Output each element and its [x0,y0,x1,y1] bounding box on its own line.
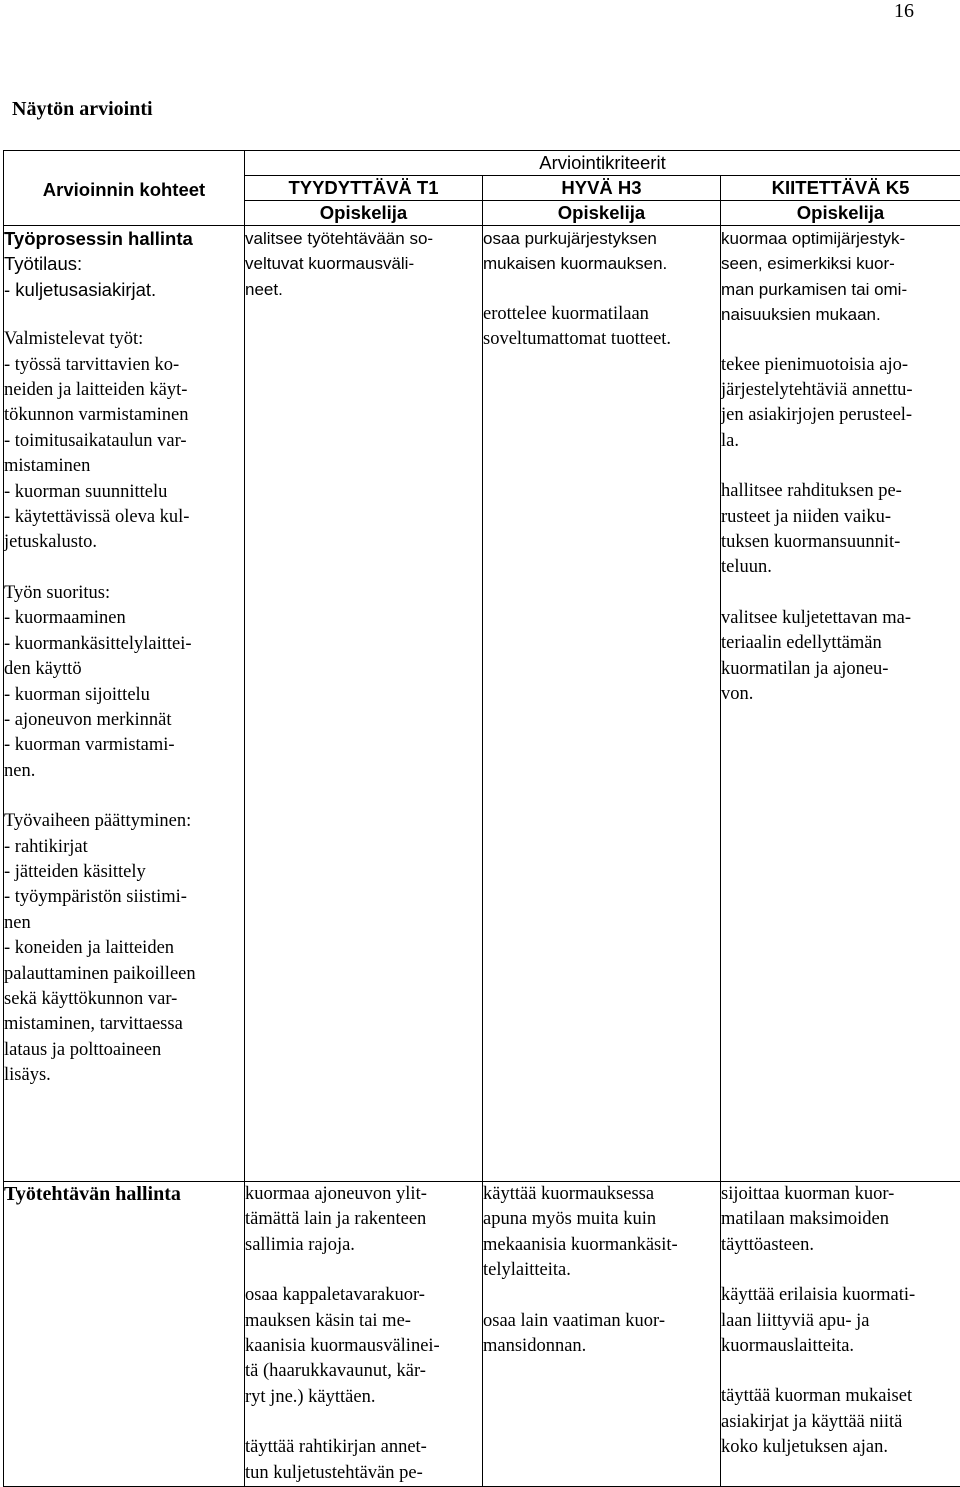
subheader-h3: Opiskelija [483,201,721,226]
level-header-t1: TYYDYTTÄVÄ T1 [245,176,483,201]
k5-criterion: käyttää erilaisia kuormati- laan liittyviä apu- ja kuormauslaitteita. [721,1283,960,1359]
k5-criterion: sijoittaa kuorman kuor- matilaan maksimoiden täyttöasteen. [721,1182,960,1258]
target-block-preparation: Valmistelevat työt: - työssä tarvittavien ko- neiden ja laitteiden käyt- tökunnon varmistaminen - toimitusaikataulun var- mistaminen - kuorman suunnittelu - käytettävissä oleva kul- jetuskalusto. [4,327,244,556]
target-title-task-management: Työtehtävän hallinta [4,1182,244,1207]
level-header-h3: HYVÄ H3 [483,176,721,201]
h3-cell-task-management [483,1182,721,1487]
assessment-criteria-table [3,150,960,1487]
target-block-execution: Työn suoritus: - kuormaaminen - kuormankäsittelylaittei- den käyttö - kuorman sijoittelu - ajoneuvon merkinnät - kuorman varmistami- nen. [4,581,244,784]
level-header-k5: KIITETTÄVÄ K5 [721,176,960,201]
t1-criterion: valitsee työtehtävään so- veltuvat kuormausväli- neet. [245,226,482,302]
target-cell-work-process [4,226,245,1182]
target-block-work-order: Työtilaus: - kuljetusasiakirjat. [4,251,244,302]
k5-criterion: täyttää kuorman mukaiset asiakirjat ja käyttää niitä koko kuljetuksen ajan. [721,1384,960,1460]
k5-criterion: valitsee kuljetettavan ma- teriaalin edellyttämän kuormatilan ja ajoneu- von. [721,606,960,708]
t1-cell-work-process [245,226,483,1182]
target-block-completion: Työvaiheen päättyminen: - rahtikirjat - jätteiden käsittely - työympäristön siistimi- nen - koneiden ja laitteiden palauttaminen paikoilleen sekä käyttökunnon var- mistaminen, tarvittaessa lataus ja polttoaineen lisäys. [4,809,244,1088]
page-number: 16 [894,0,914,23]
target-title-work-process: Työprosessin hallinta [4,226,244,251]
t1-cell-task-management [245,1182,483,1487]
t1-criterion: täyttää rahtikirjan annet- tun kuljetustehtävän pe- [245,1435,482,1486]
h3-criterion: käyttää kuormauksessa apuna myös muita kuin mekaanisia kuormankäsit- telylaitteita. [483,1182,720,1284]
k5-criterion: kuormaa optimijärjestyk- seen, esimerkiksi kuor- man purkamisen tai omi- naisuuksien mukaan. [721,226,960,328]
k5-cell-task-management [721,1182,960,1487]
subheader-k5: Opiskelija [721,201,960,226]
h3-cell-work-process [483,226,721,1182]
section-title: Näytön arviointi [12,98,153,121]
h3-criterion: osaa purkujärjestyksen mukaisen kuormauksen. [483,226,720,277]
k5-criterion: hallitsee rahdituksen pe- rusteet ja niiden vaiku- tuksen kuormansuunnit- teluun. [721,479,960,581]
k5-criterion: tekee pienimuotoisia ajo- järjestelytehtäviä annettu- jen asiakirjojen perusteel- la. [721,353,960,455]
k5-cell-work-process [721,226,960,1182]
criteria-header: Arviointikriteerit [245,151,960,176]
h3-criterion: erottelee kuormatilaan soveltumattomat tuotteet. [483,302,720,353]
target-cell-task-management [4,1182,245,1487]
subheader-t1: Opiskelija [245,201,483,226]
target-column-header-cell [4,151,245,226]
h3-criterion: osaa lain vaatiman kuor- mansidonnan. [483,1309,720,1360]
t1-criterion: osaa kappaletavarakuor- mauksen käsin tai me- kaanisia kuormausvälinei- tä (haarukkavaunut, kär- ryt jne.) käyttäen. [245,1283,482,1410]
target-column-header: Arvioinnin kohteet [43,179,205,200]
t1-criterion: kuormaa ajoneuvon ylit- tämättä lain ja rakenteen sallimia rajoja. [245,1182,482,1258]
